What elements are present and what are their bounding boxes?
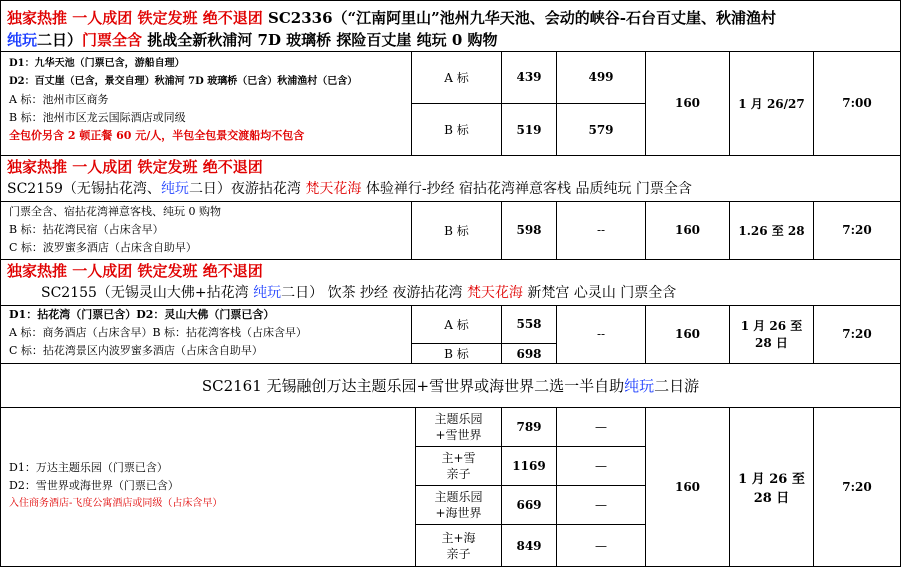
b1-description: D1：九华天池（门票已含，游船自理） D2：百丈崖（已含，景交自理）秋浦河 7D 玻璃桥（已含）秋浦渔村（已含） A 标：池州市区商务 B 标：池州市区龙云国际酒店或同级 全包价另含 2 顿正餐 60 元/人，半包全包景交渡船均不包含 [9, 55, 357, 145]
b2-time: 7:20 [813, 201, 900, 259]
b4-option-0: 主题乐园 +雪世界 [415, 407, 501, 446]
b1-price-a1: 439 [501, 51, 556, 103]
b4-option-1: 主+雪 亲子 [415, 446, 501, 485]
b4-empty-1: — [556, 446, 645, 485]
b4-empty-3: — [556, 524, 645, 566]
b3-date: 1 月 26 至 28 日 [729, 305, 813, 363]
b4-option-3: 主+海 亲子 [415, 524, 501, 566]
b2-title-line1: 独家热推 一人成团 铁定发班 绝不退团 [7, 158, 263, 176]
b4-price-0: 789 [501, 407, 556, 446]
b4-description: D1：万达主题乐园（门票已含） D2：雪世界或海世界（门票已含） 入住商务酒店-飞度公寓酒店或同级（占床含早） [9, 459, 222, 513]
b3-price-empty: -- [556, 305, 645, 363]
b2-seats: 160 [645, 201, 729, 259]
b2-description: 门票全含、宿拈花湾禅意客栈、纯玩 0 购物 B 标：拈花湾民宿（占床含早） C 标：波罗蜜多酒店（占床含自助早） [9, 205, 221, 254]
b1-seats: 160 [645, 51, 729, 155]
b3-time: 7:20 [813, 305, 900, 363]
b1-price-a2: 499 [556, 51, 645, 103]
b1-price-b2: 579 [556, 103, 645, 155]
b3-description: D1：拈花湾（门票已含）D2：灵山大佛（门票已含） A 标：商务酒店（占床含早）B 标：拈花湾客栈（占床含早） C 标：拈花湾景区内波罗蜜多酒店（占床含自助早） [9, 308, 308, 357]
b2-title-line2: SC2159（无锡拈花湾、纯玩二日）夜游拈花湾 梵天花海 体验禅行-抄经 宿拈花湾禅意客栈 品质纯玩 门票全含 [7, 181, 692, 197]
b1-tier-a: A 标 [411, 51, 501, 103]
b3-price-b: 698 [501, 343, 556, 363]
b3-tier-a: A 标 [411, 305, 501, 343]
b4-empty-0: — [556, 407, 645, 446]
b2-tier-b: B 标 [411, 201, 501, 259]
b3-title-line1: 独家热推 一人成团 铁定发班 绝不退团 [7, 262, 263, 280]
b3-title-line2: SC2155（无锡灵山大佛+拈花湾 纯玩二日） 饮茶 抄经 夜游拈花湾 梵天花海 新梵宫 心灵山 门票全含 [41, 285, 677, 301]
b4-empty-2: — [556, 485, 645, 524]
b4-title: SC2161 无锡融创万达主题乐园+雪世界或海世界二选一半自助 纯玩 二日游 [201, 376, 700, 395]
b1-note: 全包价另含 2 顿正餐 60 元/人，半包全包景交渡船均不包含 [9, 129, 305, 142]
b3-price-a: 558 [501, 305, 556, 343]
b4-date: 1 月 26 至 28 日 [729, 407, 813, 566]
b2-price-empty: -- [556, 201, 645, 259]
b4-time: 7:20 [813, 407, 900, 566]
b2-price: 598 [501, 201, 556, 259]
b1-title-line1: 独家热推 一人成团 铁定发班 绝不退团 SC2336（“江南阿里山”池州九华天池、会动的峡谷-石台百丈崖、秋浦渔村 [7, 9, 777, 27]
b1-time: 7:00 [813, 51, 900, 155]
b4-option-2: 主题乐园 +海世界 [415, 485, 501, 524]
b4-note: 入住商务酒店-飞度公寓酒店或同级（占床含早） [9, 498, 223, 509]
b1-title-line2: 纯玩二日）门票全含 挑战全新秋浦河 7D 玻璃桥 探险百丈崖 纯玩 0 购物 [7, 31, 498, 49]
b3-seats: 160 [645, 305, 729, 363]
b1-price-b1: 519 [501, 103, 556, 155]
b4-price-1: 1169 [501, 446, 556, 485]
b1-tier-b: B 标 [411, 103, 501, 155]
b2-date: 1.26 至 28 [729, 201, 813, 259]
b4-price-2: 669 [501, 485, 556, 524]
b3-tier-b: B 标 [411, 343, 501, 363]
b4-seats: 160 [645, 407, 729, 566]
b4-price-3: 849 [501, 524, 556, 566]
b1-date: 1 月 26/27 [729, 51, 813, 155]
